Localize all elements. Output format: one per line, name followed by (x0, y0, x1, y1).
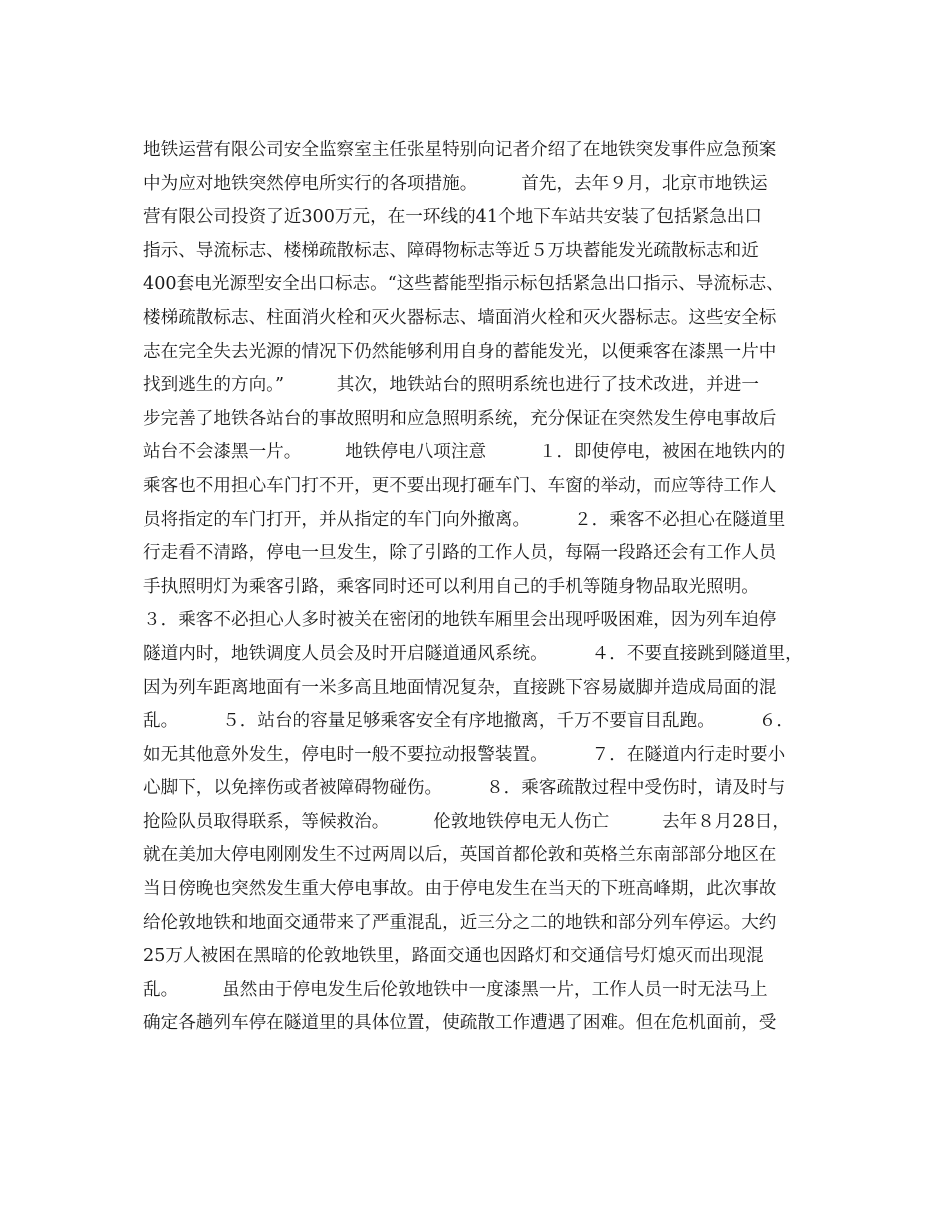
text-line: ３．乘客不必担心人多时被关在密闭的地铁车厢里会出现呼吸困难，因为列车迫停 (143, 610, 777, 631)
text-line: 隧道内时，地铁调度人员会及时开启隧道通风系统。 ４．不要直接跳到隧道里， (143, 643, 803, 664)
text-line: 400套电光源型安全出口标志。“这些蓄能型指示标包括紧急出口指示、导流标志、 (143, 274, 784, 295)
text-line: 找到逃生的方向。” 其次，地铁站台的照明系统也进行了技术改进，并进一 (143, 375, 759, 396)
text-line: 员将指定的车门打开，并从指定的车门向外撤离。 ２．乘客不必担心在隧道里 (143, 509, 786, 530)
text-line: 站台不会漆黑一片。 地铁停电八项注意 １．即使停电，被困在地铁内的 (143, 442, 786, 463)
text-line: 如无其他意外发生，停电时一般不要拉动报警装置。 ７．在隧道内行走时要小 (143, 744, 786, 765)
text-line: 手执照明灯为乘客引路，乘客同时还可以利用自己的手机等随身物品取光照明。 (143, 576, 759, 597)
text-line: 抢险队员取得联系，等候救治。 伦敦地铁停电无人伤亡 去年８月28日， (143, 811, 790, 832)
body-text (143, 134, 823, 1041)
text-line: 确定各趟列车停在隧道里的具体位置，使疏散工作遭遇了困难。但在危机面前，受 (143, 1013, 777, 1034)
text-line: 志在完全失去光源的情况下仍然能够利用自身的蓄能发光，以便乘客在漆黑一片中 (143, 341, 777, 362)
text-line: 当日傍晚也突然发生重大停电事故。由于停电发生在当天的下班高峰期，此次事故 (143, 879, 777, 900)
text-line: 营有限公司投资了近300万元，在一环线的41个地下车站共安装了包括紧急出口 (143, 207, 762, 228)
text-line: 给伦敦地铁和地面交通带来了严重混乱，近三分之二的地铁和部分列车停运。大约 (143, 912, 777, 933)
text-line: 楼梯疏散标志、柱面消火栓和灭火器标志、墙面消火栓和灭火器标志。这些安全标 (143, 307, 777, 328)
text-line: 心脚下，以免摔伤或者被障碍物碰伤。 ８．乘客疏散过程中受伤时，请及时与 (143, 778, 786, 799)
text-line: 25万人被困在黑暗的伦敦地铁里，路面交通也因路灯和交通信号灯熄灭而出现混 (143, 946, 764, 967)
text-line: 乱。 虽然由于停电发生后伦敦地铁中一度漆黑一片，工作人员一时无法马上 (143, 979, 768, 1000)
text-line: 乘客也不用担心车门打不开，更不要出现打砸车门、车窗的举动，而应等待工作人 (143, 475, 777, 496)
text-line: 因为列车距离地面有一米多高且地面情况复杂，直接跳下容易崴脚并造成局面的混 (143, 677, 777, 698)
text-line: 指示、导流标志、楼梯疏散标志、障碍物标志等近５万块蓄能发光疏散标志和近 (143, 240, 759, 261)
text-line: 地铁运营有限公司安全监察室主任张星特别向记者介绍了在地铁突发事件应急预案 (143, 140, 777, 160)
text-line: 中为应对地铁突然停电所实行的各项措施。 首先，去年９月，北京市地铁运 (143, 173, 768, 194)
text-line: 步完善了地铁各站台的事故照明和应急照明系统，充分保证在突然发生停电事故后 (143, 408, 777, 429)
text-line: 就在美加大停电刚刚发生不过两周以后，英国首都伦敦和英格兰东南部部分地区在 (143, 845, 777, 866)
text-line: 行走看不清路，停电一旦发生，除了引路的工作人员，每隔一段路还会有工作人员 (143, 543, 777, 564)
text-line: 乱。 ５．站台的容量足够乘客安全有序地撤离，千万不要盲目乱跑。 ６． (143, 711, 794, 732)
